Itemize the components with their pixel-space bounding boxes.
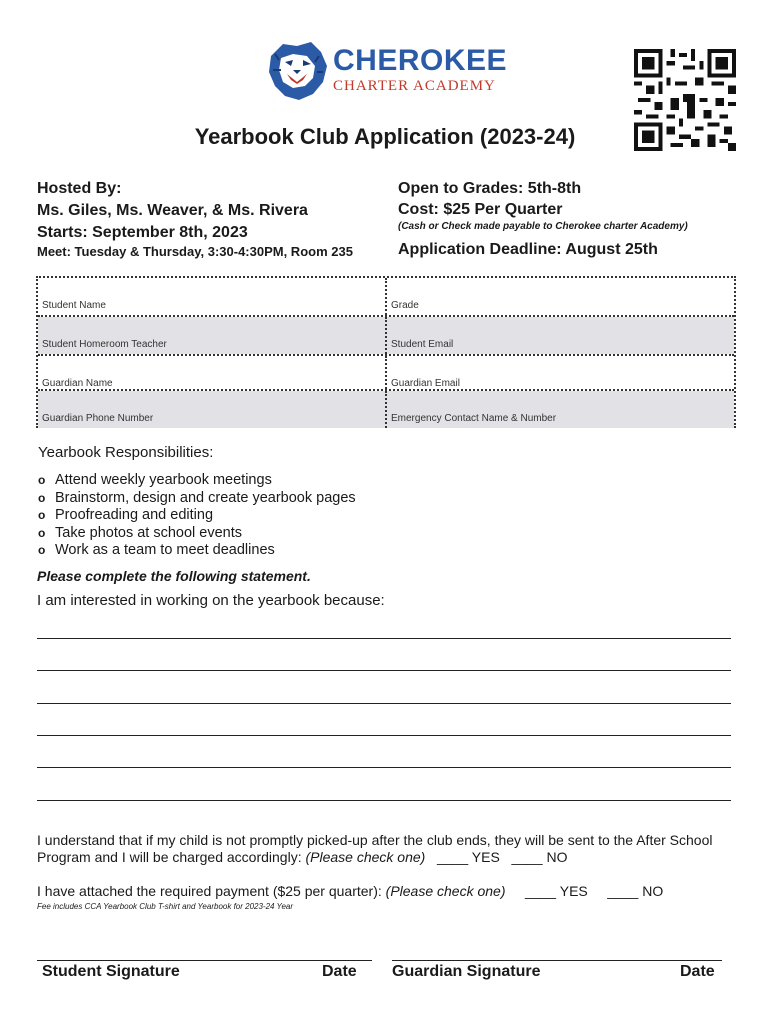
grade-field[interactable]: Grade — [391, 300, 419, 311]
student-email-field[interactable]: Student Email — [391, 339, 454, 350]
guardian-signature-label: Guardian Signature — [392, 963, 541, 980]
list-item: o Proofreading and editing — [38, 507, 214, 523]
answer-line[interactable] — [37, 703, 731, 704]
homeroom-teacher-field[interactable]: Student Homeroom Teacher — [38, 317, 387, 354]
school-name: CHEROKEE — [333, 44, 508, 77]
student-signature-line[interactable] — [37, 960, 372, 961]
student-date-label: Date — [322, 963, 357, 980]
answer-line[interactable] — [37, 735, 731, 736]
list-item: o Work as a team to meet deadlines — [38, 542, 275, 558]
emergency-contact-field[interactable]: Emergency Contact Name & Number — [391, 413, 557, 424]
form-row — [38, 278, 734, 315]
school-subtitle: CHARTER ACADEMY — [333, 78, 496, 94]
responsibilities-heading: Yearbook Responsibilities: — [38, 444, 214, 461]
student-name-field[interactable]: Student Name — [38, 278, 387, 315]
list-item: o Take photos at school events — [38, 524, 243, 541]
student-signature-label: Student Signature — [42, 963, 180, 980]
fee-note: Fee includes CCA Yearbook Club T-shirt and Yearbook for 2023-24 Year — [37, 902, 294, 911]
guardian-email-field[interactable]: Guardian Email — [391, 378, 460, 389]
guardian-signature-line[interactable] — [392, 960, 722, 961]
application-deadline: Application Deadline: August 25th — [398, 241, 658, 258]
answer-line[interactable] — [37, 800, 731, 801]
payment-note: (Cash or Check made payable to Cherokee charter Academy) — [398, 221, 688, 232]
application-form-grid — [36, 276, 736, 428]
responsibilities-list — [38, 472, 356, 560]
pickup-yes-option[interactable]: ____ YES — [436, 849, 500, 865]
payment-yes-option[interactable]: ____ YES — [524, 883, 588, 899]
answer-line[interactable] — [37, 670, 731, 671]
hosts: Ms. Giles, Ms. Weaver, & Ms. Rivera — [37, 202, 308, 219]
form-row — [38, 391, 734, 428]
answer-line[interactable] — [37, 638, 731, 639]
tiger-logo-icon — [263, 36, 333, 106]
statement-heading: Please complete the following statement. — [37, 568, 311, 584]
pickup-statement: I understand that if my child is not promptly picked-up after the club ends, they will be sent to the After School Program and I will be charged accordingly: (Please check one) ____ YES ____ NO — [37, 832, 713, 865]
page-title: Yearbook Club Application (2023-24) — [194, 124, 576, 149]
statement-prompt: I am interested in working on the yearbook because: — [37, 592, 385, 609]
form-row — [38, 356, 734, 393]
meeting-schedule: Meet: Tuesday & Thursday, 3:30-4:30PM, Room 235 — [37, 244, 353, 259]
guardian-date-label: Date — [680, 963, 715, 980]
hosted-by-label: Hosted By: — [37, 180, 122, 197]
start-date: Starts: September 8th, 2023 — [37, 224, 248, 241]
payment-statement: I have attached the required payment ($25 per quarter): (Please check one) ____ YES ____ NO — [37, 883, 664, 899]
answer-line[interactable] — [37, 767, 731, 768]
guardian-phone-field[interactable]: Guardian Phone Number — [38, 391, 387, 428]
grades: Open to Grades: 5th-8th — [398, 180, 582, 197]
list-item: o Brainstorm, design and create yearbook pages — [38, 489, 356, 506]
list-item: o Attend weekly yearbook meetings — [38, 472, 272, 488]
payment-no-option[interactable]: ____ NO — [607, 883, 664, 899]
cost: Cost: $25 Per Quarter — [398, 201, 563, 218]
pickup-no-option[interactable]: ____ NO — [511, 849, 568, 865]
guardian-name-field[interactable]: Guardian Name — [38, 356, 387, 393]
form-row — [38, 317, 734, 354]
